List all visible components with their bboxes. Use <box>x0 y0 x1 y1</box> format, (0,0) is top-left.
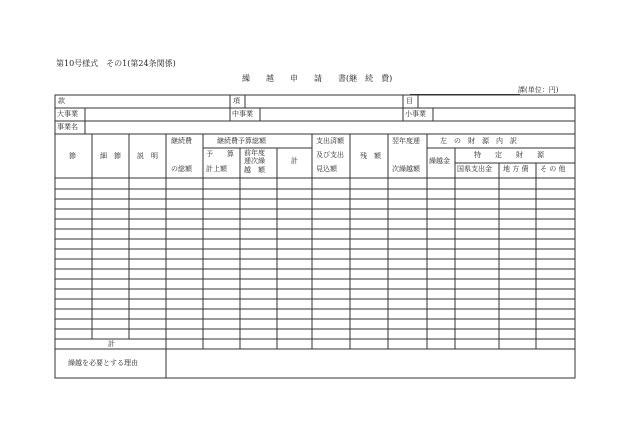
col-setsumei: 説 明 <box>137 152 158 160</box>
col-zaigen-group: 左 の 財 源 内 訳 <box>440 137 517 145</box>
sho-jigyo-label: 小事業 <box>405 110 426 118</box>
col-yokunendo-1: 翌年度逓 <box>392 137 420 145</box>
kan-label: 款 <box>58 97 65 105</box>
col-zennendo-1: 前年度 <box>244 149 265 157</box>
col-sonota: そ の 他 <box>540 165 566 173</box>
jigyo-mei-label: 事業名 <box>57 123 78 131</box>
moku-label: 目 <box>406 97 413 105</box>
total-label: 計 <box>108 340 115 348</box>
col-zennendo-3: 越 額 <box>244 166 265 174</box>
col-saisetsu: 細 節 <box>100 152 121 160</box>
col-kei: 計 <box>291 157 298 165</box>
col-zangaku: 残 額 <box>360 152 381 160</box>
col-kokken: 国県支出金 <box>457 165 492 173</box>
col-yosan-group: 継続費予算総額 <box>217 137 266 145</box>
col-zennendo-2: 逓次繰 <box>244 157 265 165</box>
col-shishutsu-1: 支出済額 <box>316 137 344 145</box>
col-yosan-1: 予 算 <box>206 150 234 158</box>
col-kurikoshikin: 繰越金 <box>429 157 450 165</box>
col-shishutsu-3: 見込額 <box>316 165 337 173</box>
col-yosan-2: 計上額 <box>206 165 227 173</box>
col-shishutsu-2: 及び支出 <box>316 151 344 159</box>
col-setsu: 節 <box>69 152 76 160</box>
form-number: 第10号様式 その1(第24条関係) <box>56 59 176 68</box>
form-title: 繰 越 申 請 書(継 続 費) <box>242 74 393 83</box>
col-tokutei-group: 特 定 財 源 <box>474 151 544 159</box>
chu-jigyo-label: 中事業 <box>232 110 253 118</box>
col-yokunendo-2: 次繰越額 <box>392 165 420 173</box>
col-chihousai: 地 方 債 <box>503 165 529 173</box>
dai-jigyo-label: 大事業 <box>57 110 78 118</box>
kou-label: 項 <box>233 97 240 105</box>
reason-label: 繰越を必要とする理由 <box>68 359 138 367</box>
col-keizoku-2: の総額 <box>171 165 192 173</box>
col-keizoku-1: 継続費 <box>171 137 192 145</box>
unit-label: 課(単位：円) <box>518 86 559 94</box>
